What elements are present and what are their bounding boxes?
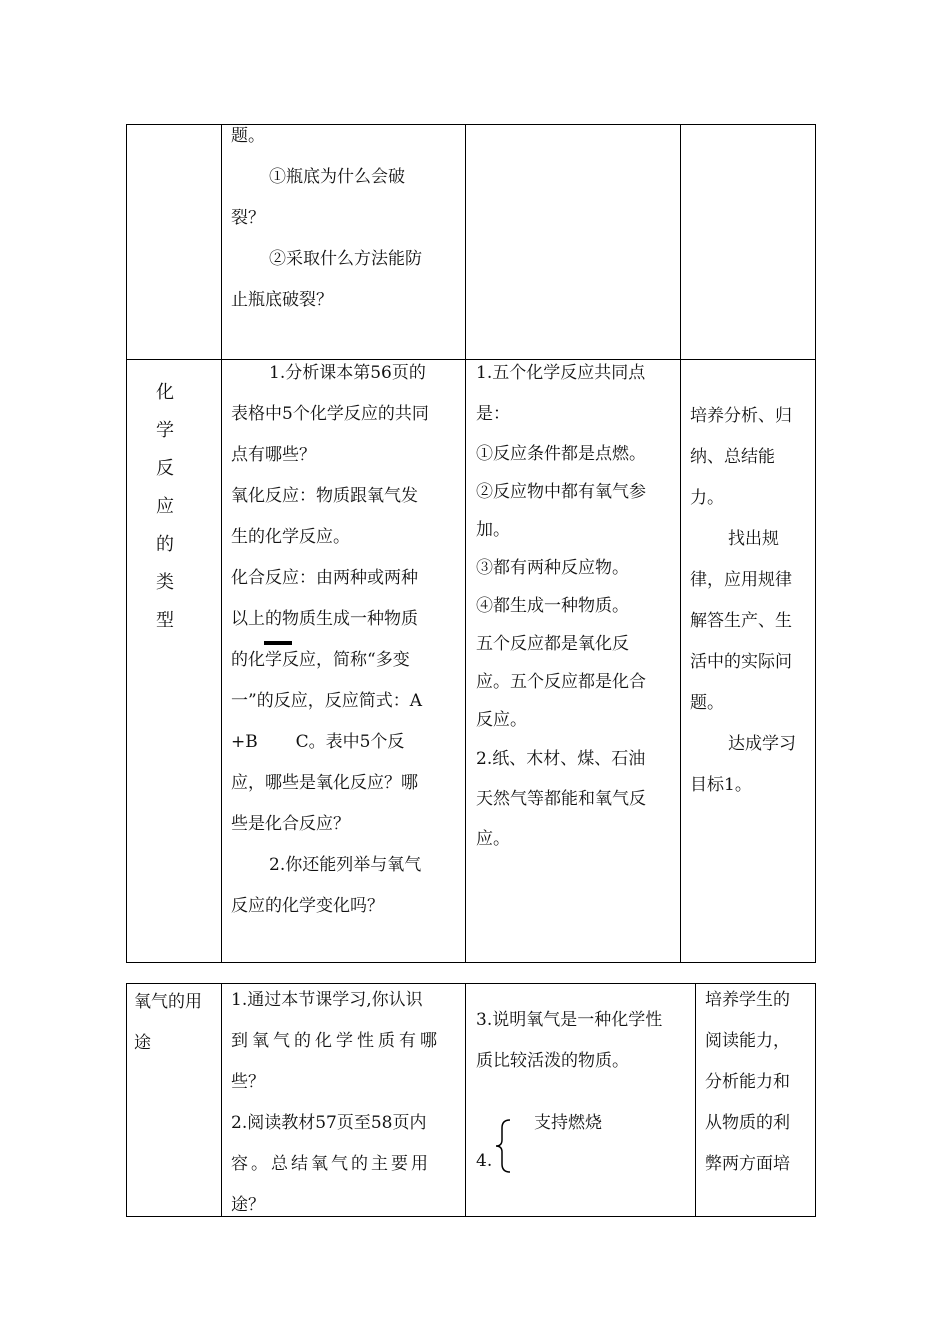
text-line: 点有哪些？: [231, 445, 316, 465]
text-line: 加。: [476, 520, 510, 540]
text-line: 1.通过本节课学习,你认识: [231, 990, 423, 1010]
topic-char: 的: [156, 534, 174, 555]
text-line: 应，哪些是氧化反应？哪: [231, 773, 418, 793]
text-line: 到氧气的化学性质有哪: [231, 1031, 441, 1051]
text-line: 分析能力和: [705, 1072, 790, 1092]
text-line: 题。: [690, 693, 724, 713]
curly-brace-icon: [494, 1118, 514, 1174]
text-line: 解答生产、生: [690, 611, 792, 631]
text-line: 天然气等都能和氧气反: [476, 789, 646, 809]
text-line: 3.说明氧气是一种化学性: [476, 1010, 663, 1030]
text-line: ④都生成一种物质。: [476, 596, 629, 616]
text-line: 氧化反应：物质跟氧气发: [231, 486, 418, 506]
brace-item-label: 支持燃烧: [534, 1113, 602, 1133]
text-line: 裂？: [231, 208, 265, 228]
text-line: 律，应用规律: [690, 570, 792, 590]
t2-topic: [134, 982, 220, 1064]
text-line: 些是化合反应？: [231, 814, 350, 834]
text-line: 应。: [476, 829, 510, 849]
text-line: 目标1。: [690, 775, 752, 795]
ink-mark: [264, 641, 292, 645]
t1-row2-activities: [231, 353, 463, 927]
text-line: 2.纸、木材、煤、石油: [476, 749, 646, 769]
text-line: 1.分析课本第56页的: [269, 363, 426, 383]
t1-row2-intent: [690, 396, 814, 806]
text-line: 力。: [690, 488, 724, 508]
text-line: 是：: [476, 404, 510, 424]
text-line: 容。总结氧气的主要用: [231, 1154, 431, 1174]
text-line: 化合反应：由两种或两种: [231, 568, 418, 588]
text-line: 些？: [231, 1072, 265, 1092]
text-line: 反应。: [476, 710, 527, 730]
text-line: 从物质的利: [705, 1113, 790, 1133]
t1-row2-answers: [476, 353, 678, 859]
text-line: 找出规: [728, 529, 779, 549]
t2-answers: [476, 1000, 692, 1082]
text-line: 表格中5个化学反应的共同: [231, 404, 429, 424]
text-line: 培养学生的: [705, 990, 790, 1010]
topic-char: 学: [156, 420, 174, 441]
text-line: 止瓶底破裂？: [231, 290, 333, 310]
text-line: 题。: [231, 126, 265, 146]
text-line: 纳、总结能: [690, 447, 775, 467]
text-line: 1.五个化学反应共同点: [476, 363, 646, 383]
text-line: 反应的化学变化吗？: [231, 896, 384, 916]
text-line: ②采取什么方法能防: [269, 249, 422, 269]
text-line: 培养分析、归: [690, 406, 792, 426]
text-line: ①反应条件都是点燃。: [476, 444, 646, 464]
text-line: ③都有两种反应物。: [476, 558, 629, 578]
text-line: +B C。表中5个反: [231, 732, 405, 752]
t2-intent: [705, 980, 813, 1185]
topic-char: 应: [156, 496, 174, 517]
text-line: 达成学习: [728, 734, 796, 754]
text-line: 途: [134, 1033, 151, 1053]
t1-row1-questions: [231, 116, 463, 321]
item-number: 4.: [476, 1151, 493, 1171]
topic-char: 类: [156, 572, 174, 593]
text-line: ①瓶底为什么会破: [269, 167, 405, 187]
topic-char: 反: [156, 458, 174, 479]
text-line: 以上的物质生成一种物质: [231, 609, 418, 629]
text-line: 途？: [231, 1195, 265, 1215]
text-line: 五个反应都是氧化反: [476, 634, 629, 654]
text-line: 应。五个反应都是化合: [476, 672, 646, 692]
text-line: 生的化学反应。: [231, 527, 350, 547]
text-line: 的化学反应，简称“多变: [231, 650, 410, 670]
t2-activities: [231, 980, 463, 1226]
text-line: 2.你还能列举与氧气: [269, 855, 422, 875]
text-line: 阅读能力，: [705, 1031, 790, 1051]
topic-char: 化: [156, 382, 174, 403]
text-line: 2.阅读教材57页至58页内: [231, 1113, 427, 1133]
text-line: 质比较活泼的物质。: [476, 1051, 629, 1071]
topic-char: 型: [156, 610, 174, 631]
text-line: 弊两方面培: [705, 1154, 790, 1174]
text-line: 活中的实际问: [690, 652, 792, 672]
text-line: 氧气的用: [134, 992, 202, 1012]
text-line: ②反应物中都有氧气参: [476, 482, 646, 502]
text-line: 一”的反应，反应简式：A: [231, 691, 422, 711]
